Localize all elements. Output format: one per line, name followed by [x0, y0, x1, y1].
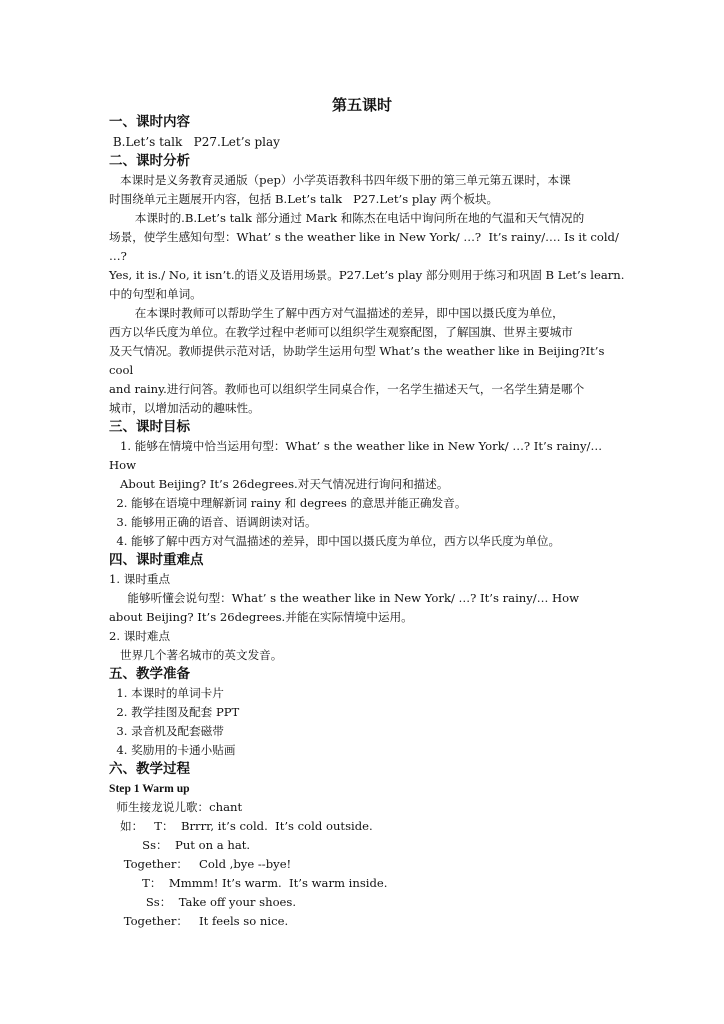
text-line: 3. 能够用正确的语音、语调朗读对话。 [109, 515, 317, 529]
text-line: Ss： Take off your shoes. [109, 895, 297, 909]
text-line: 本课时的.B.Let’s talk 部分通过 Mark 和陈杰在电话中询问所在地的气温和天气情况的 [109, 211, 585, 225]
text-line: 本课时是义务教育灵通版（pep）小学英语教科书四年级下册的第三单元第五课时，本课 [109, 173, 571, 187]
text-line: About Beijing? It’s 26degrees.对天气情况进行询问和描述。 [109, 477, 449, 491]
text-line: 4. 奖励用的卡通小贴画 [109, 743, 236, 757]
text-line: 3. 录音机及配套磁带 [109, 724, 224, 738]
text-line: 4. 能够了解中西方对气温描述的差异，即中国以摄氏度为单位，西方以华氏度为单位。 [109, 534, 561, 548]
text-line: 2. 能够在语境中理解新词 rainy 和 degrees 的意思并能正确发音。 [109, 496, 467, 510]
text-line: …? [109, 249, 127, 263]
text-line: B.Let’s talk P27.Let’s play [109, 135, 280, 149]
text-line: about Beijing? It’s 26degrees.并能在实际情境中运用。 [109, 610, 413, 624]
text-line: Together： It feels so nice. [109, 914, 289, 928]
text-line: 1. 能够在情境中恰当运用句型：What’ s the weather like in New York/ …? It’s rainy/… [109, 439, 603, 453]
section-heading-1: 一、课时内容 [109, 114, 190, 130]
text-line: 世界几个著名城市的英文发音。 [109, 648, 283, 662]
step-heading: Step 1 Warm up [109, 782, 190, 795]
section-heading-2: 二、课时分析 [109, 153, 190, 169]
text-line: T： Mmmm! It’s warm. It’s warm inside. [109, 876, 388, 890]
text-line: Yes, it is./ No, it isn’t.的语义及语用场景。P27.Let’s play 部分则用于练习和巩固 B Let’s learn. [109, 268, 625, 282]
text-line: 1. 课时重点 [109, 572, 171, 586]
section-heading-3: 三、课时目标 [109, 419, 190, 435]
text-line: 1. 本课时的单词卡片 [109, 686, 224, 700]
text-line: 西方以华氏度为单位。在教学过程中老师可以组织学生观察配图，了解国旗、世界主要城市 [109, 325, 573, 339]
text-line: 及天气情况。教师提供示范对话，协助学生运用句型 What’s the weather like in Beijing?It’s [109, 344, 605, 358]
text-line: How [109, 458, 137, 472]
text-line: 如： T： Brrrr, it’s cold. It’s cold outside. [109, 819, 373, 833]
text-line: Together： Cold ,bye --bye! [109, 857, 292, 871]
section-heading-5: 五、教学准备 [109, 666, 190, 682]
text-line: 时围绕单元主题展开内容，包括 B.Let’s talk P27.Let’s play 两个板块。 [109, 192, 499, 206]
text-line: cool [109, 363, 134, 377]
text-line: 2. 教学挂图及配套 PPT [109, 705, 240, 719]
text-line: 中的句型和单词。 [109, 287, 202, 301]
text-line: 能够听懂会说句型：What’ s the weather like in New York/ …? It’s rainy/… How [109, 591, 579, 605]
text-line: 城市，以增加活动的趣味性。 [109, 401, 260, 415]
section-heading-6: 六、教学过程 [109, 761, 190, 777]
text-line: Ss： Put on a hat. [109, 838, 251, 852]
text-line: 师生接龙说儿歌：chant [109, 800, 243, 814]
section-heading-4: 四、课时重难点 [109, 552, 204, 568]
text-line: and rainy.进行问答。教师也可以组织学生同桌合作，一名学生描述天气，一名学生猜是哪个 [109, 382, 585, 396]
text-line: 场景，使学生感知句型：What’ s the weather like in New York/ …? It’s rainy/…. Is it cold/ [109, 230, 619, 244]
page-title: 第五课时 [331, 96, 392, 114]
text-line: 在本课时教师可以帮助学生了解中西方对气温描述的差异，即中国以摄氏度为单位， [109, 306, 564, 320]
text-line: 2. 课时难点 [109, 629, 171, 643]
